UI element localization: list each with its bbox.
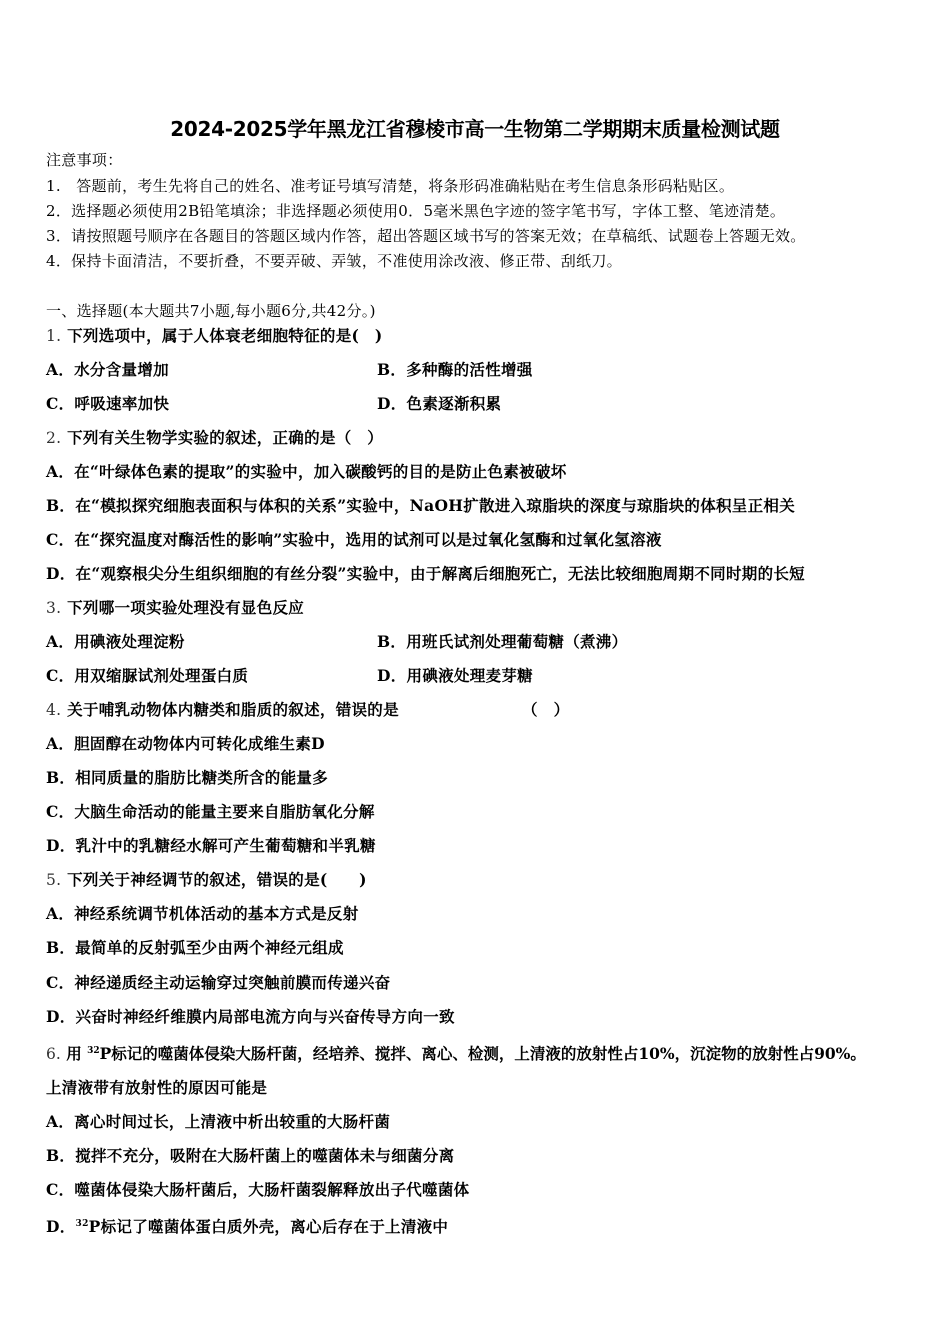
option-b: B．多种酶的活性增强	[377, 360, 533, 379]
notice-item: 3．请按照题号顺序在各题目的答题区域内作答，超出答题区域书写的答案无效；在草稿纸、试题卷上答题无效。	[46, 227, 806, 245]
option-c: C．用双缩脲试剂处理蛋白质	[46, 666, 249, 685]
option-d: D．用碘液处理麦芽糖	[377, 666, 533, 685]
option-c: C．呼吸速率加快	[46, 394, 170, 413]
option-c: C．噬菌体侵染大肠杆菌后，大肠杆菌裂解释放出子代噬菌体	[46, 1180, 470, 1199]
option-a: A．用碘液处理淀粉	[46, 632, 185, 651]
notice-item: 1. 答题前，考生先将自己的姓名、准考证号填写清楚，将条形码准确粘贴在考生信息条形码粘贴区。	[46, 177, 735, 195]
page-title: 2024-2025学年黑龙江省穆棱市高一生物第二学期期末质量检测试题	[170, 117, 780, 141]
question-stem: 5. 下列关于神经调节的叙述，错误的是( )	[46, 870, 367, 889]
question-stem: 6. 用 $^{32}$P标记的噬菌体侵染大肠杆菌，经培养、搅拌、离心、检测，上清液的放射性占10%，沉淀物的放射性占90%。	[46, 1044, 866, 1063]
question-stem: 4. 关于哺乳动物体内糖类和脂质的叙述，错误的是	[46, 700, 399, 719]
answer-paren: （ ）	[522, 700, 570, 719]
question-stem: 1. 下列选项中，属于人体衰老细胞特征的是( )	[46, 326, 383, 345]
notice-item: 2．选择题必须使用2B铅笔填涂；非选择题必须使用0．5毫米黑色字迹的签字笔书写，字体工整、笔迹清楚。	[46, 202, 786, 220]
question-stem: 3. 下列哪一项实验处理没有显色反应	[46, 598, 305, 617]
option-a: A．胆固醇在动物体内可转化成维生素D	[46, 734, 325, 753]
option-a: A．在“叶绿体色素的提取”的实验中，加入碳酸钙的目的是防止色素被破坏	[46, 462, 567, 481]
notice-header: 注意事项：	[46, 151, 123, 169]
question-stem-continued: 上清液带有放射性的原因可能是	[46, 1078, 268, 1097]
option-a: A．水分含量增加	[46, 360, 169, 379]
option-d: D．兴奋时神经纤维膜内局部电流方向与兴奋传导方向一致	[46, 1007, 455, 1026]
option-b: B．在“模拟探究细胞表面积与体积的关系”实验中，NaOH扩散进入琼脂块的深度与琼脂块的体积呈正相关	[46, 496, 795, 515]
option-c: C．大脑生命活动的能量主要来自脂肪氧化分解	[46, 802, 375, 821]
option-a: A．离心时间过长，上清液中析出较重的大肠杆菌	[46, 1112, 391, 1131]
option-b: B．用班氏试剂处理葡萄糖（煮沸）	[377, 632, 628, 651]
option-d: D．乳汁中的乳糖经水解可产生葡萄糖和半乳糖	[46, 836, 376, 855]
option-d: D．在“观察根尖分生组织细胞的有丝分裂”实验中，由于解离后细胞死亡，无法比较细胞周期不同时期的长短	[46, 564, 805, 583]
option-b: B．搅拌不充分，吸附在大肠杆菌上的噬菌体未与细菌分离	[46, 1146, 455, 1165]
option-d: D．$^{32}$P标记了噬菌体蛋白质外壳，离心后存在于上清液中	[46, 1217, 449, 1236]
option-c: C．在“探究温度对酶活性的影响”实验中，选用的试剂可以是过氧化氢酶和过氧化氢溶液	[46, 530, 662, 549]
option-b: B．相同质量的脂肪比糖类所含的能量多	[46, 768, 329, 787]
question-stem: 2. 下列有关生物学实验的叙述，正确的是（ ）	[46, 428, 384, 447]
option-c: C．神经递质经主动运输穿过突触前膜而传递兴奋	[46, 973, 391, 992]
option-d: D．色素逐渐积累	[377, 394, 502, 413]
section-heading: 一、选择题(本大题共7小题,每小题6分,共42分。)	[46, 302, 376, 320]
option-b: B．最简单的反射弧至少由两个神经元组成	[46, 938, 344, 957]
notice-item: 4．保持卡面清洁，不要折叠，不要弄破、弄皱，不准使用涂改液、修正带、刮纸刀。	[46, 252, 622, 270]
option-a: A．神经系统调节机体活动的基本方式是反射	[46, 904, 359, 923]
